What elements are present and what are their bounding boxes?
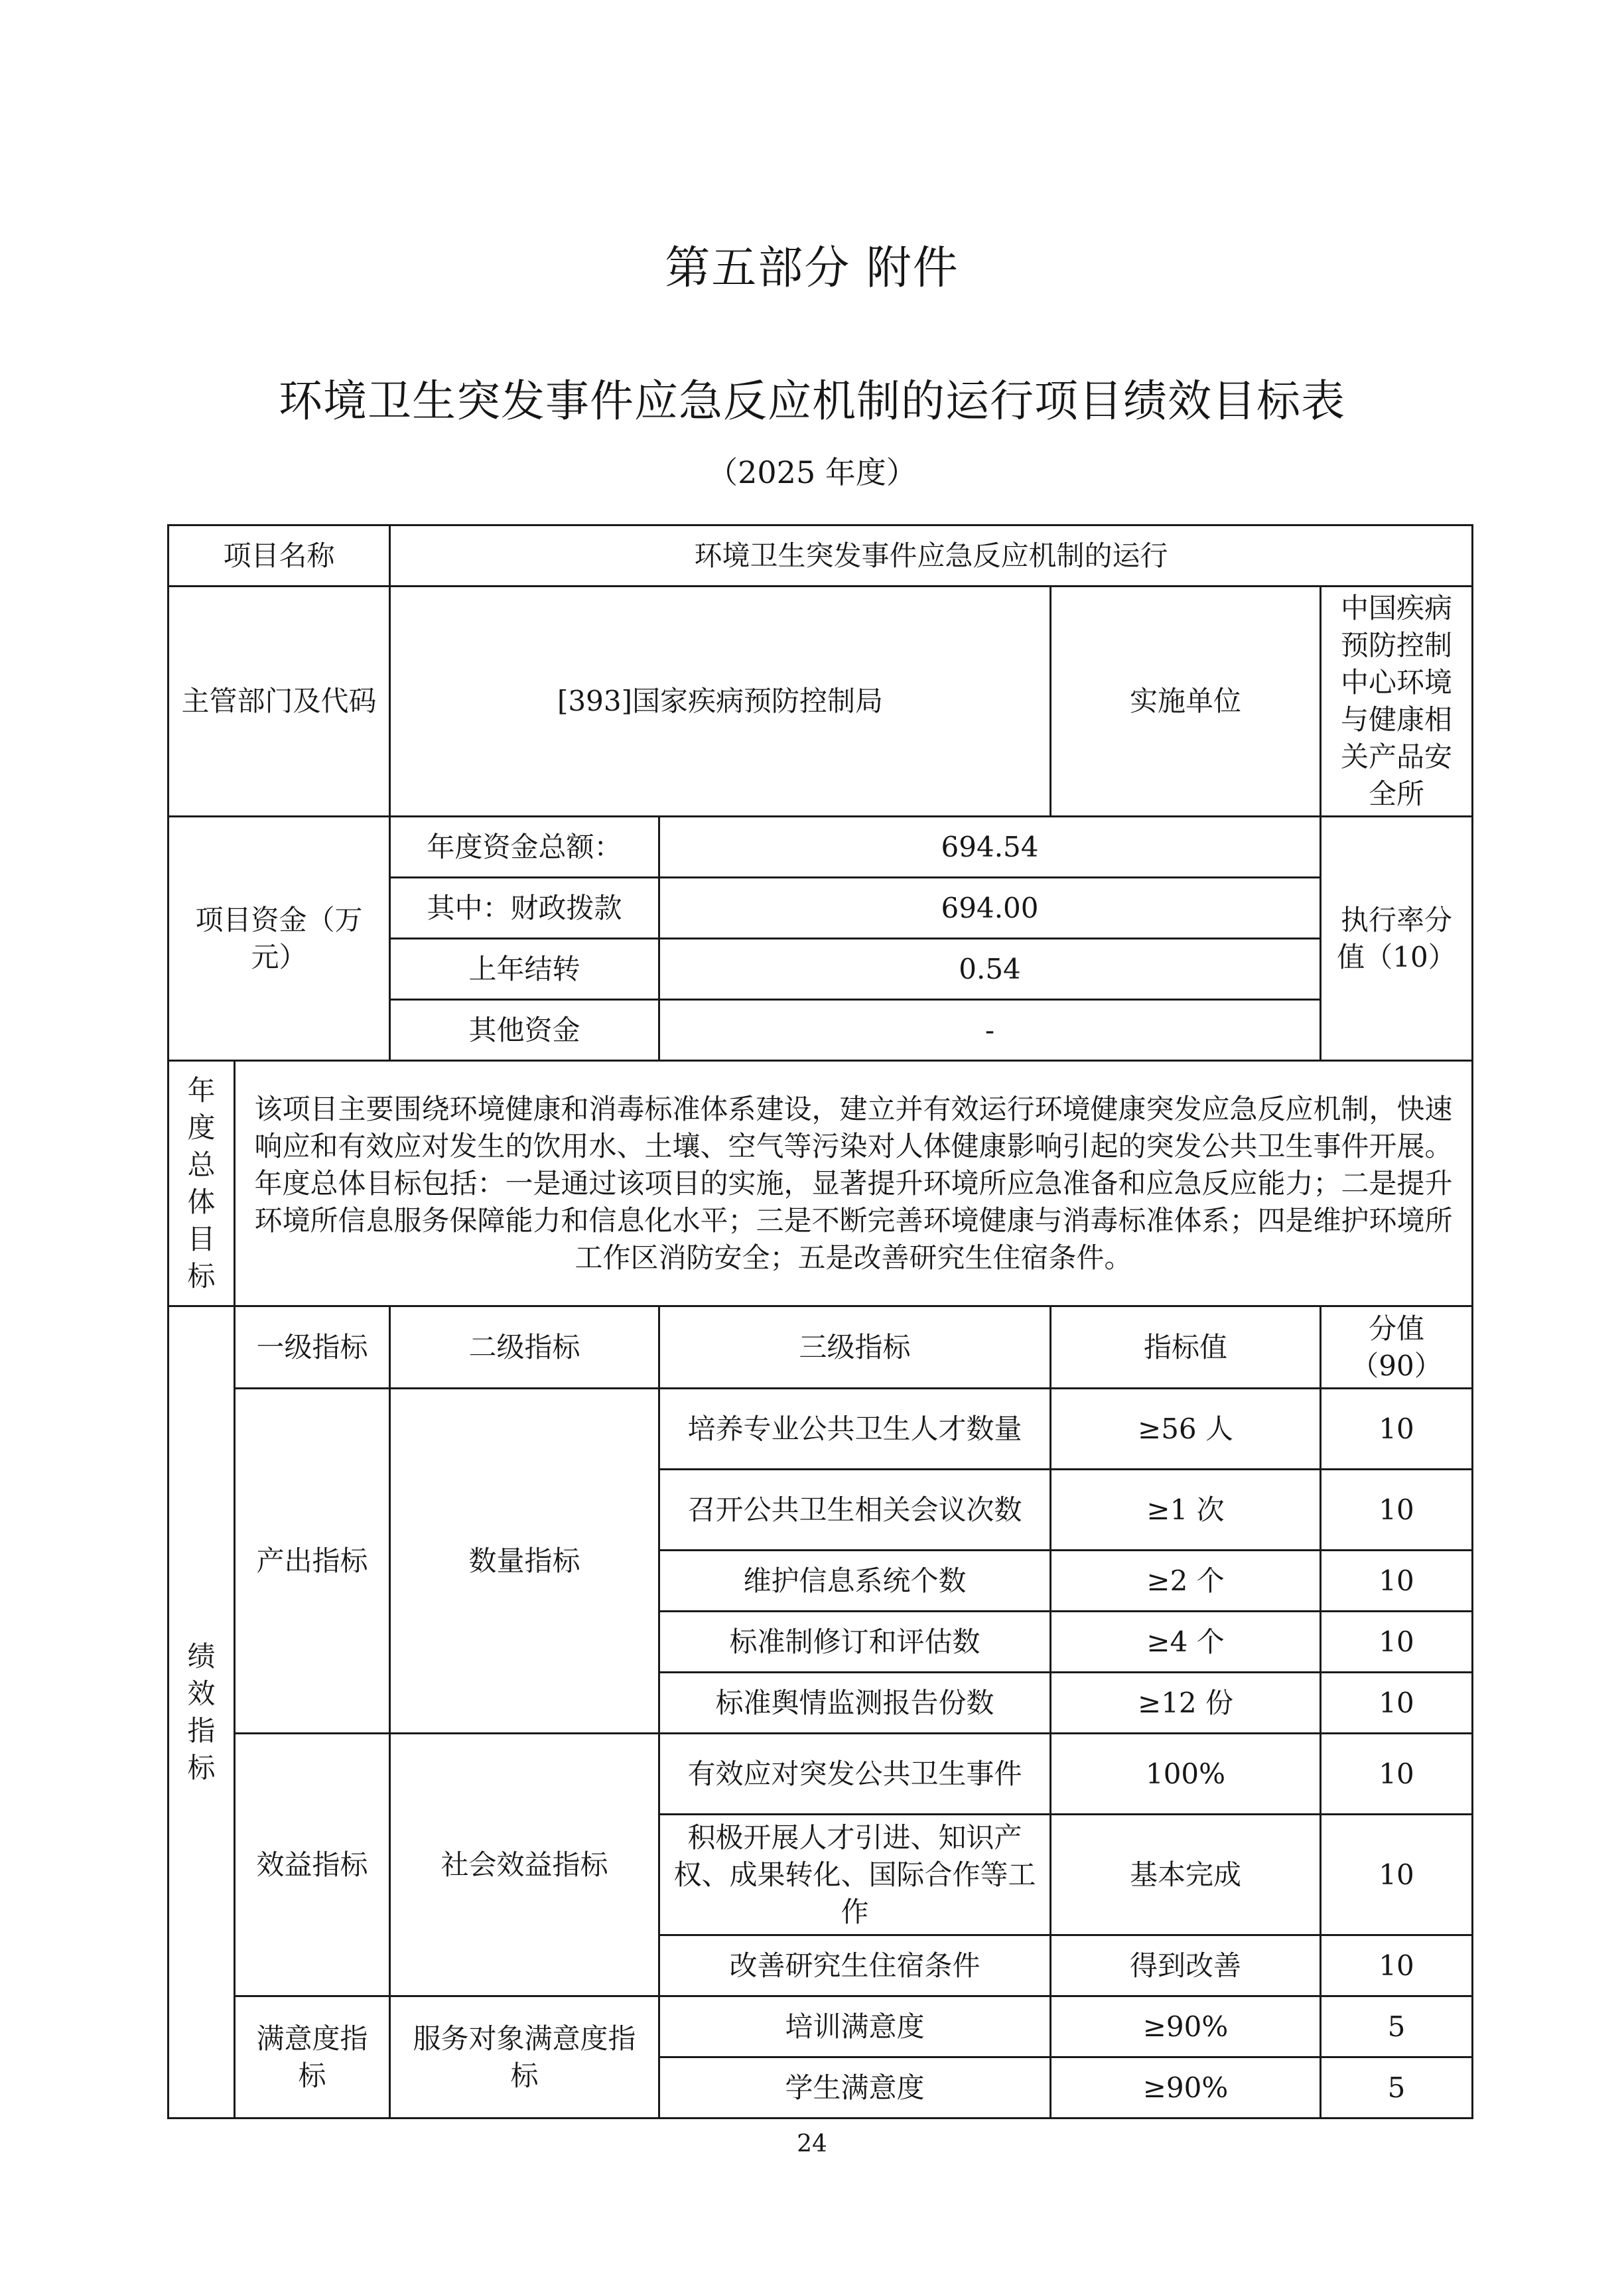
funds-row-label: 上年结转 <box>390 939 659 1000</box>
table-row <box>169 1734 1473 1815</box>
indicator-score: 10 <box>1321 1815 1473 1935</box>
indicator-name: 改善研究生住宿条件 <box>659 1935 1051 1996</box>
document-year: （2025 年度） <box>707 454 917 490</box>
indicator-value: ≥1 次 <box>1051 1470 1321 1551</box>
indicator-name: 有效应对突发公共卫生事件 <box>659 1734 1051 1815</box>
indicator-value: ≥90% <box>1051 2057 1321 2119</box>
execution-rate-score-label: 执行率分值（10） <box>1321 817 1473 1061</box>
funds-row-label: 其中：财政拨款 <box>390 878 659 939</box>
header-level2: 二级指标 <box>390 1306 659 1389</box>
table-row <box>169 1389 1473 1470</box>
funds-row <box>169 817 1473 878</box>
performance-target-table <box>167 524 1473 2119</box>
indicator-score: 5 <box>1321 2057 1473 2119</box>
page-heading: 第五部分 附件 <box>665 242 959 295</box>
table-row <box>169 1996 1473 2057</box>
indicator-value: 基本完成 <box>1051 1815 1321 1935</box>
indicator-score: 10 <box>1321 1734 1473 1815</box>
indicator-value: 100% <box>1051 1734 1321 1815</box>
indicator-header-row <box>169 1306 1473 1389</box>
indicator-name: 标准舆情监测报告份数 <box>659 1673 1051 1734</box>
benefit-indicator-label: 效益指标 <box>235 1734 390 1996</box>
funds-row-value: 0.54 <box>659 939 1321 1000</box>
indicator-value: ≥12 份 <box>1051 1673 1321 1734</box>
output-indicator-label: 产出指标 <box>235 1389 390 1734</box>
implementing-unit-value: 中国疾病预防控制中心环境与健康相关产品安全所 <box>1321 587 1473 817</box>
header-level1: 一级指标 <box>235 1306 390 1389</box>
annual-goal-text: 该项目主要围绕环境健康和消毒标准体系建设，建立并有效运行环境健康突发应急反应机制，快速响应和有效应对发生的饮用水、土壤、空气等污染对人体健康影响引起的突发公共卫生事件开展。年度总体目标包括：一是通过该项目的实施，显著提升环境所应急准备和应急反应能力；二是提升环境所信息服务保障能力和信息化水平；三是不断完善环境健康与消毒标准体系；四是维护环境所工作区消防安全；五是改善研究生住宿条件。 <box>235 1061 1473 1306</box>
indicator-score: 10 <box>1321 1470 1473 1551</box>
indicator-value: ≥4 个 <box>1051 1612 1321 1673</box>
indicator-name: 积极开展人才引进、知识产权、成果转化、国际合作等工作 <box>659 1815 1051 1935</box>
funds-row-value: 694.00 <box>659 878 1321 939</box>
project-name-label: 项目名称 <box>169 525 390 587</box>
satisfaction-indicator-label: 满意度指标 <box>235 1996 390 2119</box>
indicator-score: 10 <box>1321 1673 1473 1734</box>
document-title: 环境卫生突发事件应急反应机制的运行项目绩效目标表 <box>279 376 1345 427</box>
header-level3: 三级指标 <box>659 1306 1051 1389</box>
annual-goal-label: 年度总体目标 <box>169 1061 235 1306</box>
indicator-score: 10 <box>1321 1612 1473 1673</box>
implementing-unit-label: 实施单位 <box>1051 587 1321 817</box>
quantity-indicator-label: 数量指标 <box>390 1389 659 1734</box>
page-number: 24 <box>797 2130 827 2158</box>
header-score: 分值（90） <box>1321 1306 1473 1389</box>
performance-indicators-label: 绩效指标 <box>169 1306 235 2119</box>
indicator-value: ≥90% <box>1051 1996 1321 2057</box>
indicator-value: ≥2 个 <box>1051 1551 1321 1612</box>
project-name-value: 环境卫生突发事件应急反应机制的运行 <box>390 525 1473 587</box>
header-value: 指标值 <box>1051 1306 1321 1389</box>
funds-row-label: 年度资金总额： <box>390 817 659 878</box>
funds-row-label: 其他资金 <box>390 1000 659 1061</box>
social-benefit-indicator-label: 社会效益指标 <box>390 1734 659 1996</box>
funds-row-value: - <box>659 1000 1321 1061</box>
indicator-name: 学生满意度 <box>659 2057 1051 2119</box>
funds-label: 项目资金（万元） <box>169 817 390 1061</box>
indicator-score: 5 <box>1321 1996 1473 2057</box>
indicator-score: 10 <box>1321 1935 1473 1996</box>
indicator-name: 维护信息系统个数 <box>659 1551 1051 1612</box>
indicator-score: 10 <box>1321 1551 1473 1612</box>
annual-goal-row <box>169 1061 1473 1306</box>
indicator-value: 得到改善 <box>1051 1935 1321 1996</box>
funds-row-value: 694.54 <box>659 817 1321 878</box>
indicator-name: 培训满意度 <box>659 1996 1051 2057</box>
department-row <box>169 587 1473 817</box>
indicator-score: 10 <box>1321 1389 1473 1470</box>
service-satisfaction-indicator-label: 服务对象满意度指标 <box>390 1996 659 2119</box>
project-name-row <box>169 525 1473 587</box>
department-value: [393]国家疾病预防控制局 <box>390 587 1051 817</box>
department-label: 主管部门及代码 <box>169 587 390 817</box>
indicator-name: 召开公共卫生相关会议次数 <box>659 1470 1051 1551</box>
indicator-name: 标准制修订和评估数 <box>659 1612 1051 1673</box>
indicator-name: 培养专业公共卫生人才数量 <box>659 1389 1051 1470</box>
indicator-value: ≥56 人 <box>1051 1389 1321 1470</box>
